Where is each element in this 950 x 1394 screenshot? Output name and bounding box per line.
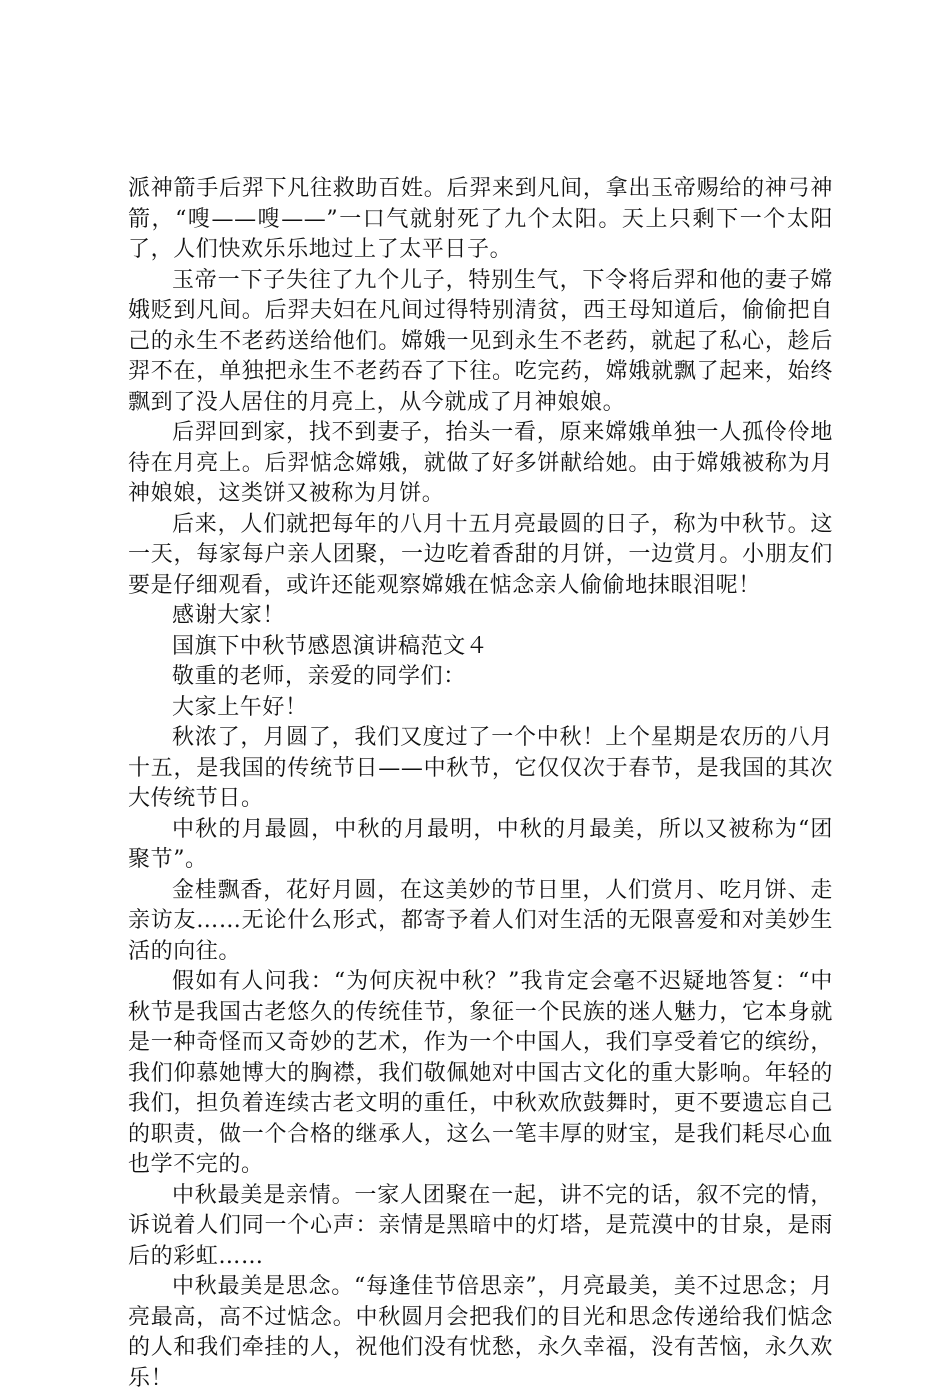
paragraph: 金桂飘香，花好月圆，在这美妙的节日里，人们赏月、吃月饼、走亲访友……无论什么形式，都寄予着人们对生活的无限喜爱和对美妙生活的向往。 — [128, 877, 833, 964]
paragraph: 中秋最美是亲情。一家人团聚在一起，讲不完的话，叙不完的情，诉说着人们同一个心声：亲情是黑暗中的灯塔，是荒漠中的甘泉，是雨后的彩虹…… — [128, 1182, 833, 1269]
paragraph-continuation: 派神箭手后羿下凡往救助百姓。后羿来到凡间，拿出玉帝赐给的神弓神箭，“嗖——嗖——”一口气就射死了九个太阳。天上只剩下一个太阳了，人们快欢乐乐地过上了太平日子。 — [128, 176, 833, 262]
paragraph: 中秋的月最圆，中秋的月最明，中秋的月最美，所以又被称为“团聚节”。 — [128, 816, 833, 872]
greeting: 大家上午好！ — [172, 694, 308, 720]
salutation: 敬重的老师，亲爱的同学们： — [172, 664, 466, 689]
paragraph: 秋浓了，月圆了，我们又度过了一个中秋！上个星期是农历的八月十五，是我国的传统节日——中秋节，它仅仅次于春节，是我国的其次大传统节日。 — [128, 725, 833, 811]
section-title: 国旗下中秋节感恩演讲稿范文４ — [172, 633, 489, 659]
paragraph: 后来，人们就把每年的八月十五月亮最圆的日子，称为中秋节。这一天，每家每户亲人团聚，一边吃着香甜的月饼，一边赏月。小朋友们要是仔细观看，或许还能观察嫦娥在惦念亲人偷偷地抹眼泪呢！ — [128, 511, 833, 598]
document-body — [128, 174, 833, 1394]
paragraph: 玉帝一下子失往了九个儿子，特别生气，下令将后羿和他的妻子嫦娥贬到凡间。后羿夫妇在凡间过得特别清贫，西王母知道后，偷偷把自己的永生不老药送给他们。嫦娥一见到永生不老药，就起了私心，趁后羿不在，单独把永生不老药吞了下往。吃完药，嫦娥就飘了起来，始终飘到了没人居住的月亮上，从今就成了月神娘娘。 — [128, 267, 833, 415]
paragraph: 后羿回到家，找不到妻子，抬头一看，原来嫦娥单独一人孤伶伶地待在月亮上。后羿惦念嫦娥，就做了好多饼献给她。由于嫦娥被称为月神娘娘，这类饼又被称为月饼。 — [128, 420, 833, 506]
paragraph: 假如有人问我：“为何庆祝中秋？”我肯定会毫不迟疑地答复：“中秋节是我国古老悠久的传统佳节，象征一个民族的迷人魅力，它本身就是一种奇怪而又奇妙的艺术，作为一个中国人，我们享受着它的缤纷，我们仰慕她博大的胸襟，我们敬佩她对中国古文化的重大影响。年轻的我们，担负着连续古老文明的重任，中秋欢欣鼓舞时，更不要遗忘自己的职责，做一个合格的继承人，这么一笔丰厚的财宝，是我们耗尽心血也学不完的。 — [128, 969, 833, 1177]
paragraph-thanks: 感谢大家！ — [172, 603, 286, 628]
paragraph: 中秋最美是思念。“每逢佳节倍思亲”，月亮最美，美不过思念；月亮最高，高不过惦念。中秋圆月会把我们的目光和思念传递给我们惦念的人和我们牵挂的人，祝他们没有忧愁，永久幸福，没有苦恼，永久欢乐！ — [128, 1274, 833, 1391]
